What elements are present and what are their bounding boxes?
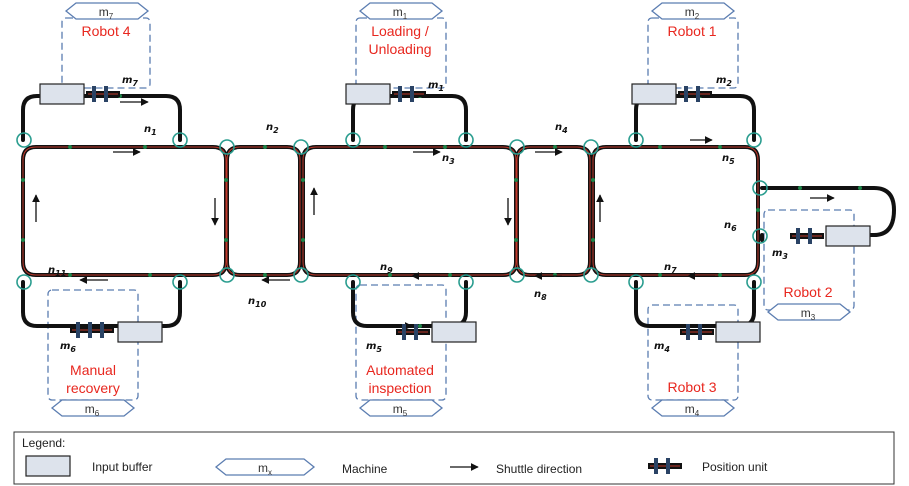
pu-label-m1: $m_1$ [428, 80, 444, 93]
legend-input-buffer-swatch [26, 456, 70, 476]
station-name-inspection-line1: Automated [366, 362, 434, 378]
track-block-3 [303, 147, 516, 275]
input-buffer-m4 [716, 322, 760, 342]
pu-label-m3: $m_3$ [772, 248, 788, 261]
node-label-n2: $n_2$ [266, 122, 279, 135]
node-label-n3: $n_3$ [442, 153, 455, 166]
machine-label-m1: $m_1$ [392, 5, 408, 21]
node-labels [48, 122, 737, 309]
track-spur-m6 [23, 282, 180, 326]
station-name-robot-4: Robot 4 [81, 23, 131, 39]
station-name-manual-line1: Manual [70, 362, 116, 378]
station-name-robot-1: Robot 1 [667, 23, 717, 39]
node-label-n11: $n_{11}$ [48, 265, 67, 278]
legend-position-unit-label: Position unit [702, 460, 768, 474]
input-buffers [40, 84, 870, 342]
machines [52, 3, 850, 416]
machine-label-m4: $m_4$ [684, 402, 700, 418]
legend-input-buffer-label: Input buffer [92, 460, 153, 474]
legend-box [14, 432, 894, 484]
position-unit-m2 [678, 86, 712, 102]
pu-label-m2: $m_2$ [716, 75, 732, 88]
input-buffer-m3 [826, 226, 870, 246]
node-label-n4: $n_4$ [555, 122, 568, 135]
legend [14, 432, 894, 484]
track-block-2 [227, 147, 300, 275]
track-block-5 [593, 147, 758, 275]
pu-label-m6: $m_6$ [60, 341, 76, 354]
junction [584, 268, 598, 282]
node-label-n10: $n_{10}$ [248, 296, 267, 309]
node-label-n5: $n_5$ [722, 153, 735, 166]
position-units [70, 86, 824, 340]
position-unit-m3 [790, 228, 824, 244]
station-name-robot-3: Robot 3 [667, 379, 717, 395]
input-buffer-m1 [346, 84, 390, 104]
machine-labels [85, 5, 816, 418]
legend-machine-symbol: $m_x$ [258, 461, 272, 477]
pu-label-m4: $m_4$ [654, 341, 670, 354]
machine-label-m3: $m_3$ [800, 306, 816, 322]
input-buffer-m7 [40, 84, 84, 104]
junction [294, 268, 308, 282]
node-label-n6: $n_6$ [724, 220, 737, 233]
track-spur-m4 [636, 282, 754, 326]
track-block-4 [517, 147, 590, 275]
input-buffer-m6 [118, 322, 162, 342]
machine-label-m6: $m_6$ [84, 402, 100, 418]
position-unit-labels [60, 75, 788, 354]
pu-label-m5: $m_5$ [366, 341, 382, 354]
node-label-n8: $n_8$ [534, 289, 547, 302]
junction [584, 140, 598, 154]
station-name-manual-line2: recovery [66, 380, 120, 396]
station-name-loading-line1: Loading / [371, 23, 429, 39]
track-spur-m5 [353, 282, 466, 326]
legend-machine-label: Machine [342, 462, 388, 476]
machine-label-m5: $m_5$ [392, 402, 408, 418]
legend-title: Legend: [22, 436, 66, 450]
node-label-n1: $n_1$ [144, 124, 157, 137]
station-regions [48, 18, 854, 400]
machine-label-m7: $m_7$ [98, 5, 114, 21]
pu-label-m7: $m_7$ [122, 75, 138, 88]
machine-label-m2: $m_2$ [684, 5, 700, 21]
station-name-inspection-line2: inspection [368, 380, 432, 396]
station-name-robot-2: Robot 2 [783, 284, 833, 300]
input-buffer-m2 [632, 84, 676, 104]
station-name-loading-line2: Unloading [368, 41, 432, 57]
node-label-n9: $n_9$ [380, 262, 393, 275]
legend-shuttle-direction-label: Shuttle direction [496, 462, 583, 476]
track-left-loop [23, 147, 226, 275]
junction [294, 140, 308, 154]
input-buffer-m5 [432, 322, 476, 342]
node-label-n7: $n_7$ [664, 262, 677, 275]
